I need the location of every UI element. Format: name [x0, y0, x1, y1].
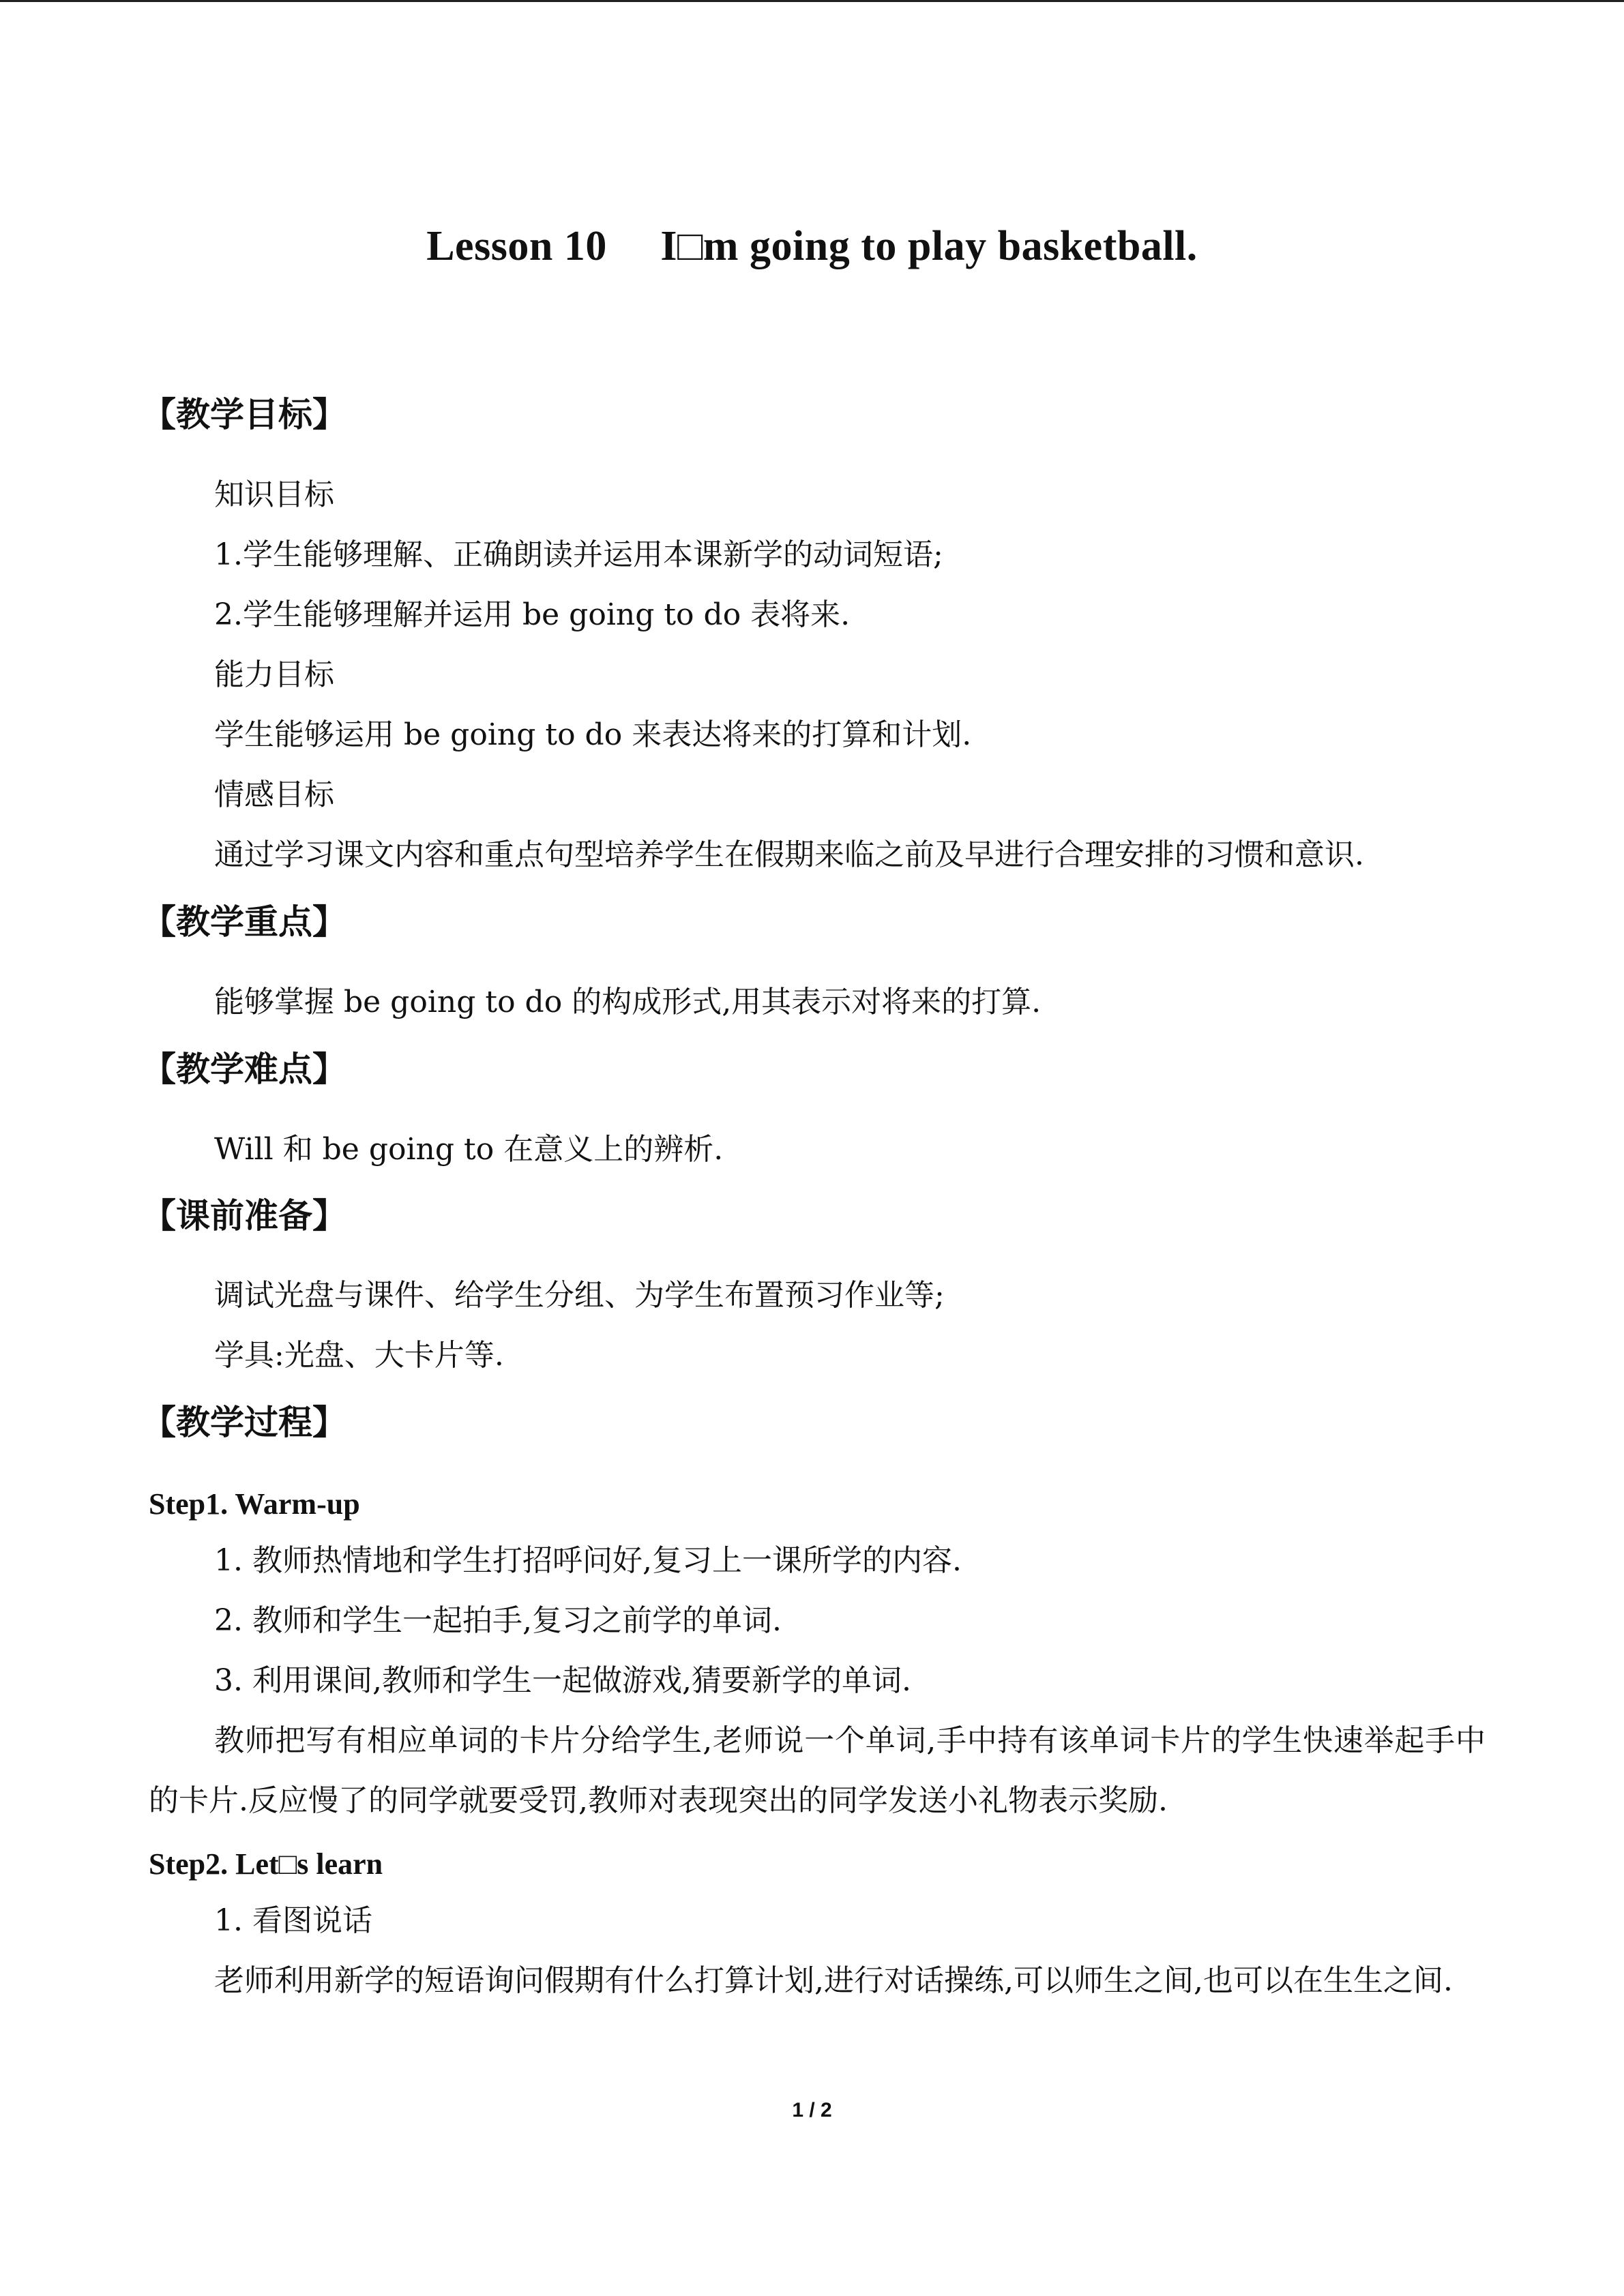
knowledge-item-2: 2.学生能够理解并运用 be going to do 表将来. — [214, 597, 851, 632]
difficulties-text: Will 和 be going to 在意义上的辨析. — [214, 1132, 724, 1167]
preparation-line-1: 调试光盘与课件、给学生分组、为学生布置预习作业等; — [214, 1278, 945, 1313]
heading-process: 【教学过程】 — [142, 1403, 346, 1442]
page-title: Lesson 10 I□m going to play basketball. — [426, 223, 1198, 269]
step1-item-2: 2. 教师和学生一起拍手,复习之前学的单词. — [214, 1603, 782, 1638]
step2-title: Step2. Let□s learn — [149, 1847, 383, 1881]
step1-paragraph: 教师把写有相应单词的卡片分给学生,老师说一个单词,手中持有该单词卡片的学生快速举起手中的卡片.反应慢了的同学就要受罚,教师对表现突出的同学发送小礼物表示奖励. — [149, 1723, 1486, 1818]
step1-item-3: 3. 利用课间,教师和学生一起做游戏,猜要新学的单词. — [214, 1663, 911, 1698]
emotion-label: 情感目标 — [214, 777, 334, 812]
emotion-item-1: 通过学习课文内容和重点句型培养学生在假期来临之前及早进行合理安排的习惯和意识. — [214, 837, 1364, 872]
step1-title: Step1. Warm-up — [149, 1487, 360, 1521]
step2-paragraph: 老师利用新学的短语询问假期有什么打算计划,进行对话操练,可以师生之间,也可以在生生之间. — [214, 1963, 1453, 1998]
ability-label: 能力目标 — [214, 657, 334, 692]
heading-difficulties: 【教学难点】 — [142, 1049, 346, 1089]
heading-key-points: 【教学重点】 — [142, 902, 346, 942]
knowledge-item-1: 1.学生能够理解、正确朗读并运用本课新学的动词短语; — [214, 537, 943, 572]
step1-item-1: 1. 教师热情地和学生打招呼问好,复习上一课所学的内容. — [214, 1543, 962, 1578]
key-points-text: 能够掌握 be going to do 的构成形式,用其表示对将来的打算. — [214, 985, 1042, 1019]
ability-item-1: 学生能够运用 be going to do 来表达将来的打算和计划. — [214, 717, 972, 752]
page-number: 1 / 2 — [792, 2099, 832, 2121]
step2-item-1: 1. 看图说话 — [214, 1903, 372, 1938]
preparation-line-2: 学具:光盘、大卡片等. — [214, 1338, 504, 1373]
knowledge-label: 知识目标 — [214, 477, 334, 512]
heading-preparation: 【课前准备】 — [142, 1196, 346, 1236]
heading-objectives: 【教学目标】 — [142, 395, 346, 434]
